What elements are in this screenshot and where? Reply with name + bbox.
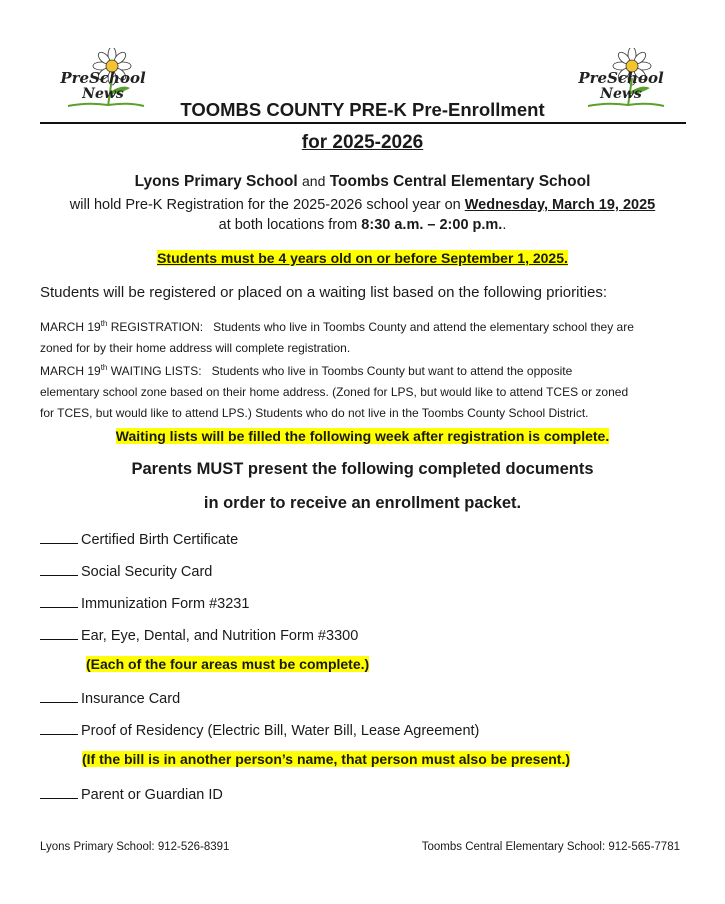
checklist-label: Proof of Residency (Electric Bill, Water Bill, Lease Agreement)	[81, 723, 480, 739]
footer-lyons-phone: Lyons Primary School: 912-526-8391	[40, 841, 230, 853]
priorities-heading: Students will be registered or placed on a waiting list based on the following priorities:	[40, 284, 607, 301]
checklist-guardian-id	[40, 784, 223, 803]
logo-line2: News	[600, 86, 642, 102]
intro-date-line	[0, 197, 725, 213]
waiting-label-post: WAITING LISTS:	[107, 364, 202, 378]
intro-time-suffix: .	[502, 217, 507, 233]
title-line1: TOOMBS COUNTY PRE-K Pre-Enrollment	[180, 99, 545, 120]
logo-line1: PreSchool	[60, 69, 146, 87]
age-notice-row	[0, 250, 725, 266]
registration-label-post: REGISTRATION:	[107, 320, 204, 334]
waiting-label: MARCH 19	[40, 364, 101, 378]
checklist-blank	[40, 625, 78, 640]
preschool-news-logo-right	[566, 48, 676, 110]
age-notice: Students must be 4 years old on or before September 1, 2025.	[157, 250, 568, 266]
checklist-insurance	[40, 688, 180, 707]
checklist-birth-certificate	[40, 529, 238, 548]
registration-time: 8:30 a.m. – 2:00 p.m.	[361, 217, 503, 233]
intro-time-prefix: at both locations from	[218, 217, 358, 233]
checklist-residency	[40, 720, 479, 739]
logo-line1: PreSchool	[578, 69, 664, 87]
checklist-label: Insurance Card	[81, 691, 181, 707]
checklist-label: Parent or Guardian ID	[81, 787, 223, 803]
checklist-ear-eye-dental	[40, 625, 358, 644]
checklist-blank	[40, 529, 78, 544]
and-word: and	[302, 173, 326, 189]
waiting-text-a: Students who live in Toombs County but want to attend the opposite	[211, 364, 573, 378]
checklist-blank	[40, 720, 78, 735]
waiting-paragraph	[40, 357, 700, 424]
registration-label-sup: th	[100, 319, 108, 328]
registration-paragraph	[40, 313, 690, 359]
title-rule	[40, 122, 686, 124]
registration-line-a	[40, 313, 690, 338]
residency-note: (If the bill is in another person’s name, that person must also be present.)	[82, 751, 571, 767]
checklist-immunization	[40, 593, 249, 612]
docs-heading-line1: Parents MUST present the following completed documents	[131, 460, 594, 478]
ear-eye-note-row	[86, 656, 369, 672]
intro-schools-line	[0, 173, 725, 191]
registration-text-a: Students who live in Toombs County and attend the elementary school they are	[213, 320, 634, 334]
waiting-line-c: for TCES, but would like to attend LPS.) Students who do not live in the Toombs County School District.	[40, 406, 589, 420]
checklist-label: Social Security Card	[81, 564, 213, 580]
school-name-toombs-central: Toombs Central Elementary School	[329, 173, 591, 190]
school-name-lyons: Lyons Primary School	[134, 173, 298, 190]
title-line2: for 2025-2026	[301, 132, 424, 153]
registration-label: MARCH 19	[40, 320, 101, 334]
residency-note-row	[82, 751, 570, 767]
checklist-label: Immunization Form #3231	[81, 596, 250, 612]
checklist-social-security	[40, 561, 212, 580]
waiting-notice: Waiting lists will be filled the following week after registration is complete.	[115, 428, 610, 444]
waiting-label-sup: th	[100, 363, 108, 372]
registration-line-b: zoned for by their home address will complete registration.	[40, 341, 351, 355]
checklist-blank	[40, 688, 78, 703]
checklist-blank	[40, 593, 78, 608]
footer-toombs-central-phone: Toombs Central Elementary School: 912-565-7781	[421, 841, 680, 853]
intro-date-prefix: will hold Pre-K Registration for the 2025-2026 school year on	[69, 197, 461, 213]
preschool-news-logo-left	[48, 48, 158, 110]
waiting-line-a	[40, 357, 700, 382]
logo-line2: News	[82, 86, 124, 102]
checklist-blank	[40, 561, 78, 576]
checklist-blank	[40, 784, 78, 799]
ear-eye-note: (Each of the four areas must be complete.)	[86, 656, 370, 672]
waiting-line-b: elementary school zone based on their home address. (Zoned for LPS, but would like to attend TCES or zoned	[40, 385, 629, 399]
intro-time-line	[0, 217, 725, 233]
checklist-label: Ear, Eye, Dental, and Nutrition Form #3300	[81, 628, 359, 644]
checklist-label: Certified Birth Certificate	[81, 532, 239, 548]
docs-heading-line2: in order to receive an enrollment packet.	[203, 494, 522, 512]
registration-date: Wednesday, March 19, 2025	[464, 197, 656, 213]
waiting-notice-row	[0, 428, 725, 444]
